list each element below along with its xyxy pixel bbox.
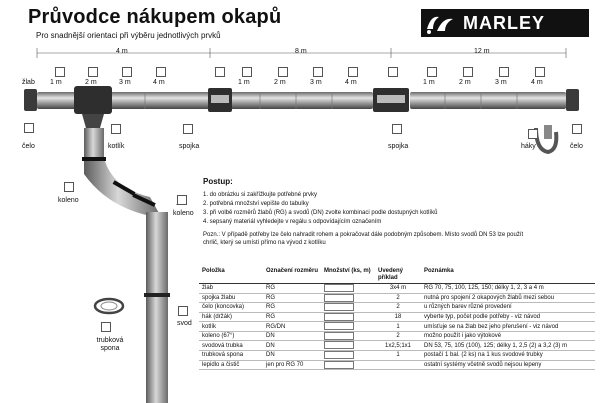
table-row xyxy=(199,312,595,322)
checkbox-outlet[interactable] xyxy=(111,124,121,134)
quantity-box[interactable] xyxy=(324,313,354,321)
quantity-box[interactable] xyxy=(324,332,354,340)
logo-text: MARLEY xyxy=(463,12,545,33)
quantity-input[interactable] xyxy=(321,351,375,361)
label-union-1: spojka xyxy=(179,143,200,150)
col-header: Množství (ks, m) xyxy=(321,267,375,284)
table-row xyxy=(199,360,595,370)
table-cell: 1 xyxy=(375,322,421,332)
quantity-input[interactable] xyxy=(321,312,375,322)
quantity-input[interactable] xyxy=(321,360,375,370)
quantity-input[interactable] xyxy=(321,303,375,313)
section-length-12m: 12 m xyxy=(474,48,490,55)
tick-label: 1 m xyxy=(238,79,250,86)
instruction-step: 4. sepsaný materiál vyhledejte v regálu s odpovídajícím označením xyxy=(203,219,382,225)
checkbox-gutter-4m[interactable] xyxy=(156,67,166,77)
label-gutter: žlab xyxy=(22,79,35,86)
table-header-row xyxy=(199,267,595,284)
tick-label: 2 m xyxy=(85,79,97,86)
table-row xyxy=(199,322,595,332)
quantity-box[interactable] xyxy=(324,284,354,292)
checkbox-pipe-clip[interactable] xyxy=(101,322,111,332)
materials-table xyxy=(199,267,595,370)
label-elbow-upper: koleno xyxy=(58,197,79,204)
checkbox-end-cap-left[interactable] xyxy=(24,123,34,133)
table-row xyxy=(199,284,595,294)
downpipe xyxy=(82,128,170,403)
table-cell: 2 xyxy=(375,293,421,303)
instruction-step: 1. do obrázku si zakřížkujte potřebné prvky xyxy=(203,192,318,198)
gutter-union-2 xyxy=(373,88,409,112)
label-end-cap-right: čelo xyxy=(570,143,583,150)
table-cell: 1x2,5;1x1 xyxy=(375,341,421,351)
checkbox-union-1[interactable] xyxy=(183,124,193,134)
table-cell: ostatní systémy včetně svodů nejsou lepeny xyxy=(421,360,595,370)
gutter-outlet xyxy=(74,86,112,128)
table-cell: RG xyxy=(263,303,321,313)
label-outlet: kotlík xyxy=(108,143,125,150)
section-length-4m: 4 m xyxy=(116,48,128,55)
table-cell: DN xyxy=(263,341,321,351)
checkbox-gutter-4m[interactable] xyxy=(535,67,545,77)
quantity-box[interactable] xyxy=(324,361,354,369)
instructions-note: Pozn.: V případě potřeby lze čelo nahradit rohem a pokračovat dále podobným způsobem. Místo svodů DN 53 lze použít xyxy=(203,232,524,238)
tick-label: 3 m xyxy=(495,79,507,86)
table-cell: RG xyxy=(263,312,321,322)
gutter-segments xyxy=(37,92,566,109)
table-cell xyxy=(375,360,421,370)
tick-label: 2 m xyxy=(274,79,286,86)
checkbox-gutter-3m[interactable] xyxy=(122,67,132,77)
tick-label: 4 m xyxy=(345,79,357,86)
col-header: Položka xyxy=(199,267,263,284)
table-row xyxy=(199,303,595,313)
table-cell: DN xyxy=(263,351,321,361)
quantity-input[interactable] xyxy=(321,341,375,351)
table-cell: jen pro RG 70 xyxy=(263,360,321,370)
table-row xyxy=(199,341,595,351)
table-cell: lepidlo a čistič xyxy=(199,360,263,370)
checkbox-gutter-2m[interactable] xyxy=(278,67,288,77)
table-cell: RG xyxy=(263,293,321,303)
table-cell: u různých barev různé provedení xyxy=(421,303,595,313)
table-cell: 1 xyxy=(375,351,421,361)
table-row xyxy=(199,293,595,303)
tick-label: 4 m xyxy=(531,79,543,86)
table-cell: koleno (67°) xyxy=(199,331,263,341)
col-header: Poznámka xyxy=(421,267,595,284)
col-header: Uvedený příklad xyxy=(375,267,421,284)
tick-label: 1 m xyxy=(423,79,435,86)
table-cell: možno použít i jako výtokové xyxy=(421,331,595,341)
table-cell: RG 70, 75, 100, 125, 150; délky 1, 2, 3 a 4 m xyxy=(421,284,595,294)
table-cell: postačí 1 bal. (2 ks) na 1 kus svodové trubky xyxy=(421,351,595,361)
section-length-8m: 8 m xyxy=(295,48,307,55)
page-title: Průvodce nákupem okapů xyxy=(28,6,282,28)
checkbox-end-cap-right[interactable] xyxy=(572,124,582,134)
table-cell: svodová trubka xyxy=(199,341,263,351)
quantity-box[interactable] xyxy=(324,322,354,330)
instruction-step: 3. při volbě rozměrů žlabů (RG) a svodů (DN) zvolte kombinaci podle dostupných kotlíků xyxy=(203,210,438,216)
label-elbow-lower: koleno xyxy=(173,210,194,217)
checkbox-gutter-3m[interactable] xyxy=(499,67,509,77)
label-end-cap-left: čelo xyxy=(22,143,35,150)
pipe-clip-icon xyxy=(95,299,123,313)
table-cell: 18 xyxy=(375,312,421,322)
checkbox-downpipe[interactable] xyxy=(178,306,188,316)
quantity-input[interactable] xyxy=(321,284,375,294)
table-cell: umísťuje se na žlab bez jeho přerušení - viz návod xyxy=(421,322,595,332)
label-pipe-clip: trubková spona xyxy=(96,337,124,352)
table-cell: čelo (koncovka) xyxy=(199,303,263,313)
checkbox-gutter-2m[interactable] xyxy=(463,67,473,77)
gutter-union-1 xyxy=(208,88,232,112)
tick-label: 1 m xyxy=(50,79,62,86)
label-brackets: háky xyxy=(521,143,536,150)
table-cell: nutná pro spojení 2 okapových žlabů mezi sebou xyxy=(421,293,595,303)
checkbox-union[interactable] xyxy=(215,67,225,77)
table-row xyxy=(199,351,595,361)
checkbox-elbow-lower[interactable] xyxy=(177,195,187,205)
gutter-bracket-icon xyxy=(536,125,556,152)
tick-label: 2 m xyxy=(459,79,471,86)
table-row xyxy=(199,331,595,341)
quantity-box[interactable] xyxy=(324,341,354,349)
end-cap-left xyxy=(24,89,37,111)
quantity-input[interactable] xyxy=(321,322,375,332)
table-cell: DN 53, 75, 105 (100), 125; délky 1, 2,5 (2) a 3,2 (3) m xyxy=(421,341,595,351)
table-cell: DN xyxy=(263,331,321,341)
table-cell: žlab xyxy=(199,284,263,294)
quantity-input[interactable] xyxy=(321,331,375,341)
table-cell: vyberte typ, počet podle potřeby - viz návod xyxy=(421,312,595,322)
label-downpipe: svod xyxy=(177,320,192,327)
table-cell: spojka žlabu xyxy=(199,293,263,303)
tick-label: 4 m xyxy=(153,79,165,86)
table-cell: RG/DN xyxy=(263,322,321,332)
table-cell: 2 xyxy=(375,303,421,313)
table-cell: RG xyxy=(263,284,321,294)
checkbox-gutter-2m[interactable] xyxy=(88,67,98,77)
instructions-note-2: chrlič, který se umístí přímo na vývod z kotlíku xyxy=(203,240,326,246)
checkbox-gutter-1m[interactable] xyxy=(427,67,437,77)
quantity-box[interactable] xyxy=(324,351,354,359)
table-cell: 3x4 m xyxy=(375,284,421,294)
checkbox-brackets[interactable] xyxy=(528,129,538,139)
page-subtitle: Pro snadnější orientaci při výběru jednotlivých prvků xyxy=(36,31,221,40)
tick-label: 3 m xyxy=(310,79,322,86)
instructions-heading: Postup: xyxy=(203,177,233,186)
end-cap-right xyxy=(566,89,579,111)
checkbox-gutter-4m[interactable] xyxy=(348,67,358,77)
checkbox-gutter-1m[interactable] xyxy=(242,67,252,77)
instruction-step: 2. potřebná množství vepište do tabulky xyxy=(203,201,309,207)
label-union-2: spojka xyxy=(388,143,409,150)
checkbox-gutter-3m[interactable] xyxy=(313,67,323,77)
table-cell: hák (držák) xyxy=(199,312,263,322)
col-header: Označení rozměru xyxy=(263,267,321,284)
tick-label: 3 m xyxy=(119,79,131,86)
checkbox-union-2[interactable] xyxy=(392,124,402,134)
quantity-box[interactable] xyxy=(324,303,354,311)
checkbox-elbow-upper[interactable] xyxy=(64,182,74,192)
quantity-input[interactable] xyxy=(321,293,375,303)
checkbox-gutter-1m[interactable] xyxy=(55,67,65,77)
table-cell: kotlík xyxy=(199,322,263,332)
checkbox-union[interactable] xyxy=(388,67,398,77)
table-cell: 2 xyxy=(375,331,421,341)
quantity-box[interactable] xyxy=(324,294,354,302)
table-cell: trubková spona xyxy=(199,351,263,361)
